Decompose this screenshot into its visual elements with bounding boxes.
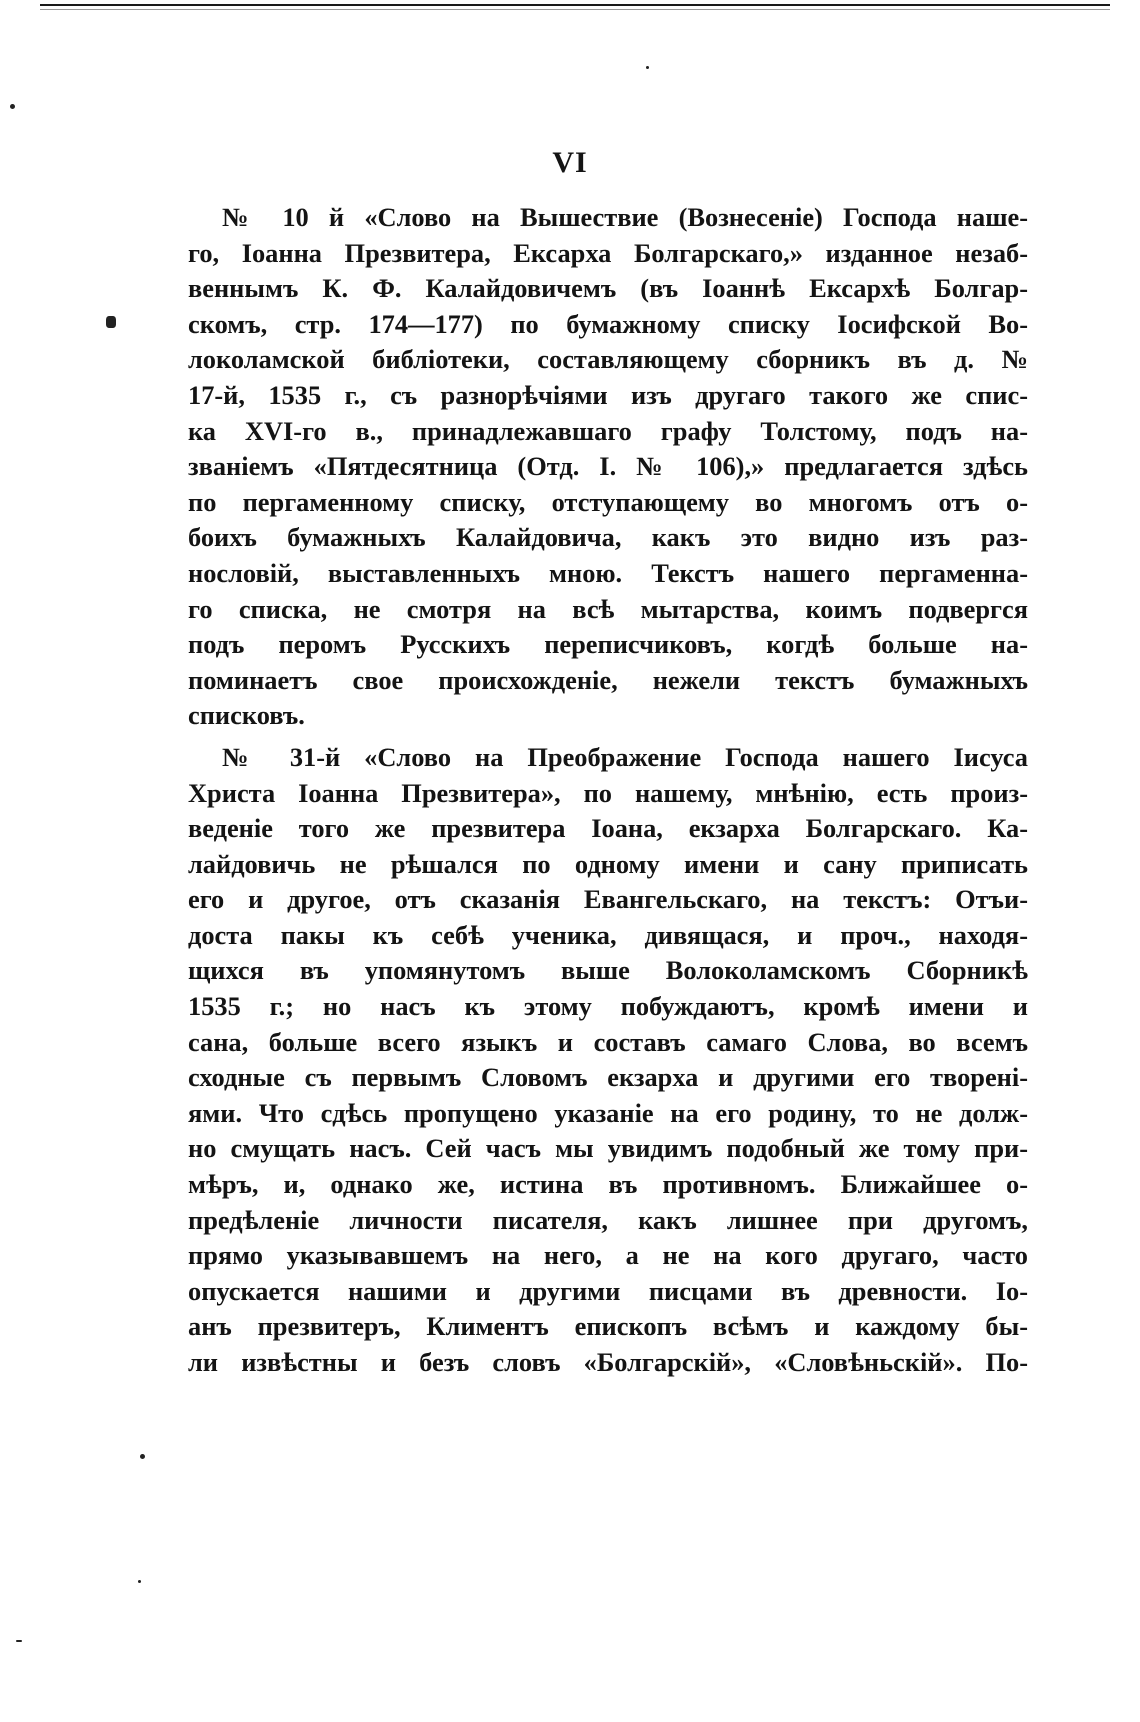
text-line: мѣръ, и, однако же, истина въ противномъ. Ближайшее о- bbox=[188, 1169, 1028, 1200]
text-line: го, Іоанна Презвитера, Ексарха Болгарскаго,» изданное незаб- bbox=[188, 237, 1028, 268]
body-text bbox=[188, 200, 1028, 1381]
text-line: сана, больше всего языкъ и составъ самаго Слова, во всемъ bbox=[188, 1026, 1028, 1057]
text-line: го списка, не смотря на всѣ мытарства, коимъ подвергся bbox=[188, 593, 1028, 624]
text-line: анъ презвитеръ, Климентъ епископъ всѣмъ и каждому бы- bbox=[188, 1311, 1028, 1342]
text-line: сходные съ первымъ Словомъ екзарха и другими его творені- bbox=[188, 1062, 1028, 1093]
text-line: щихся въ упомянутомъ выше Волоколамскомъ Сборникѣ bbox=[188, 955, 1028, 986]
text-line: веннымъ К. Ф. Калайдовичемъ (въ Іоаннѣ Ексархѣ Болгар- bbox=[188, 273, 1028, 304]
text-line: боихъ бумажныхъ Калайдовича, какъ это видно изъ раз- bbox=[188, 522, 1028, 553]
text-line: доста пакы къ себѣ ученика, дивящася, и проч., находя- bbox=[188, 919, 1028, 950]
text-line: нословій, выставленныхъ мною. Текстъ нашего пергаменна- bbox=[188, 557, 1028, 588]
text-line: ка XVI-го в., принадлежавшаго графу Толстому, подъ на- bbox=[188, 415, 1028, 446]
text-line: лайдовичь не рѣшался по одному имени и сану приписать bbox=[188, 848, 1028, 879]
text-line: ями. Что сдѣсь пропущено указаніе на его родину, то не долж- bbox=[188, 1097, 1028, 1128]
text-line: его и другое, отъ сказанія Евангельскаго, на текстъ: Отъи- bbox=[188, 884, 1028, 915]
text-line: опускается нашими и другими писцами въ древности. Іо- bbox=[188, 1275, 1028, 1306]
paragraph-1 bbox=[188, 200, 1028, 734]
page-number: VI bbox=[552, 146, 588, 179]
text-line: локоламской библіотеки, составляющему сборникъ въ д. № bbox=[188, 344, 1028, 375]
text-line: званіемъ «Пятдесятница (Отд. I. № 106),» предлагается здѣсь bbox=[188, 451, 1028, 482]
text-line: скомъ, стр. 174—177) по бумажному списку Іосифской Во- bbox=[188, 308, 1028, 339]
top-border-rule-shadow bbox=[40, 9, 1110, 10]
scan-speck bbox=[106, 316, 116, 328]
paragraph-2 bbox=[188, 740, 1028, 1381]
scan-speck bbox=[646, 66, 649, 69]
scan-speck bbox=[140, 1454, 145, 1459]
scan-speck bbox=[138, 1580, 141, 1583]
text-line: № 10 й «Слово на Вышествие (Вознесеніе) Господа наше- bbox=[222, 202, 1028, 232]
text-line: подъ перомъ Русскихъ переписчиковъ, когдѣ больше на- bbox=[188, 629, 1028, 660]
text-line: списковъ. bbox=[188, 700, 305, 731]
text-line: но смущать насъ. Сей часъ мы увидимъ подобный же тому при- bbox=[188, 1133, 1028, 1164]
text-line: № 31-й «Слово на Преображение Господа нашего Іисуса bbox=[222, 741, 1028, 772]
text-line: предѣленіе личности писателя, какъ лишнее при другомъ, bbox=[188, 1204, 1028, 1235]
top-border-rule bbox=[40, 4, 1110, 6]
scan-speck bbox=[16, 1640, 22, 1642]
text-line: 1535 г.; но насъ къ этому побуждаютъ, кромѣ имени и bbox=[188, 991, 1028, 1022]
text-line: ли извѣстны и безъ словъ «Болгарскій», «Словѣньскій». По- bbox=[188, 1347, 1028, 1377]
text-line: поминаетъ свое происхожденіе, нежели текстъ бумажныхъ bbox=[188, 664, 1028, 695]
text-line: Христа Іоанна Презвитера», по нашему, мнѣнію, есть произ- bbox=[188, 777, 1028, 808]
scan-speck bbox=[10, 104, 15, 109]
text-line: прямо указывавшемъ на него, а не на кого другаго, часто bbox=[188, 1240, 1028, 1271]
text-line: веденіе того же презвитера Іоана, екзарха Болгарскаго. Ка- bbox=[188, 813, 1028, 844]
text-line: по пергаменному списку, отступающему во многомъ отъ о- bbox=[188, 486, 1028, 517]
text-line: 17-й, 1535 г., съ разнорѣчіями изъ другаго такого же спис- bbox=[188, 379, 1028, 410]
